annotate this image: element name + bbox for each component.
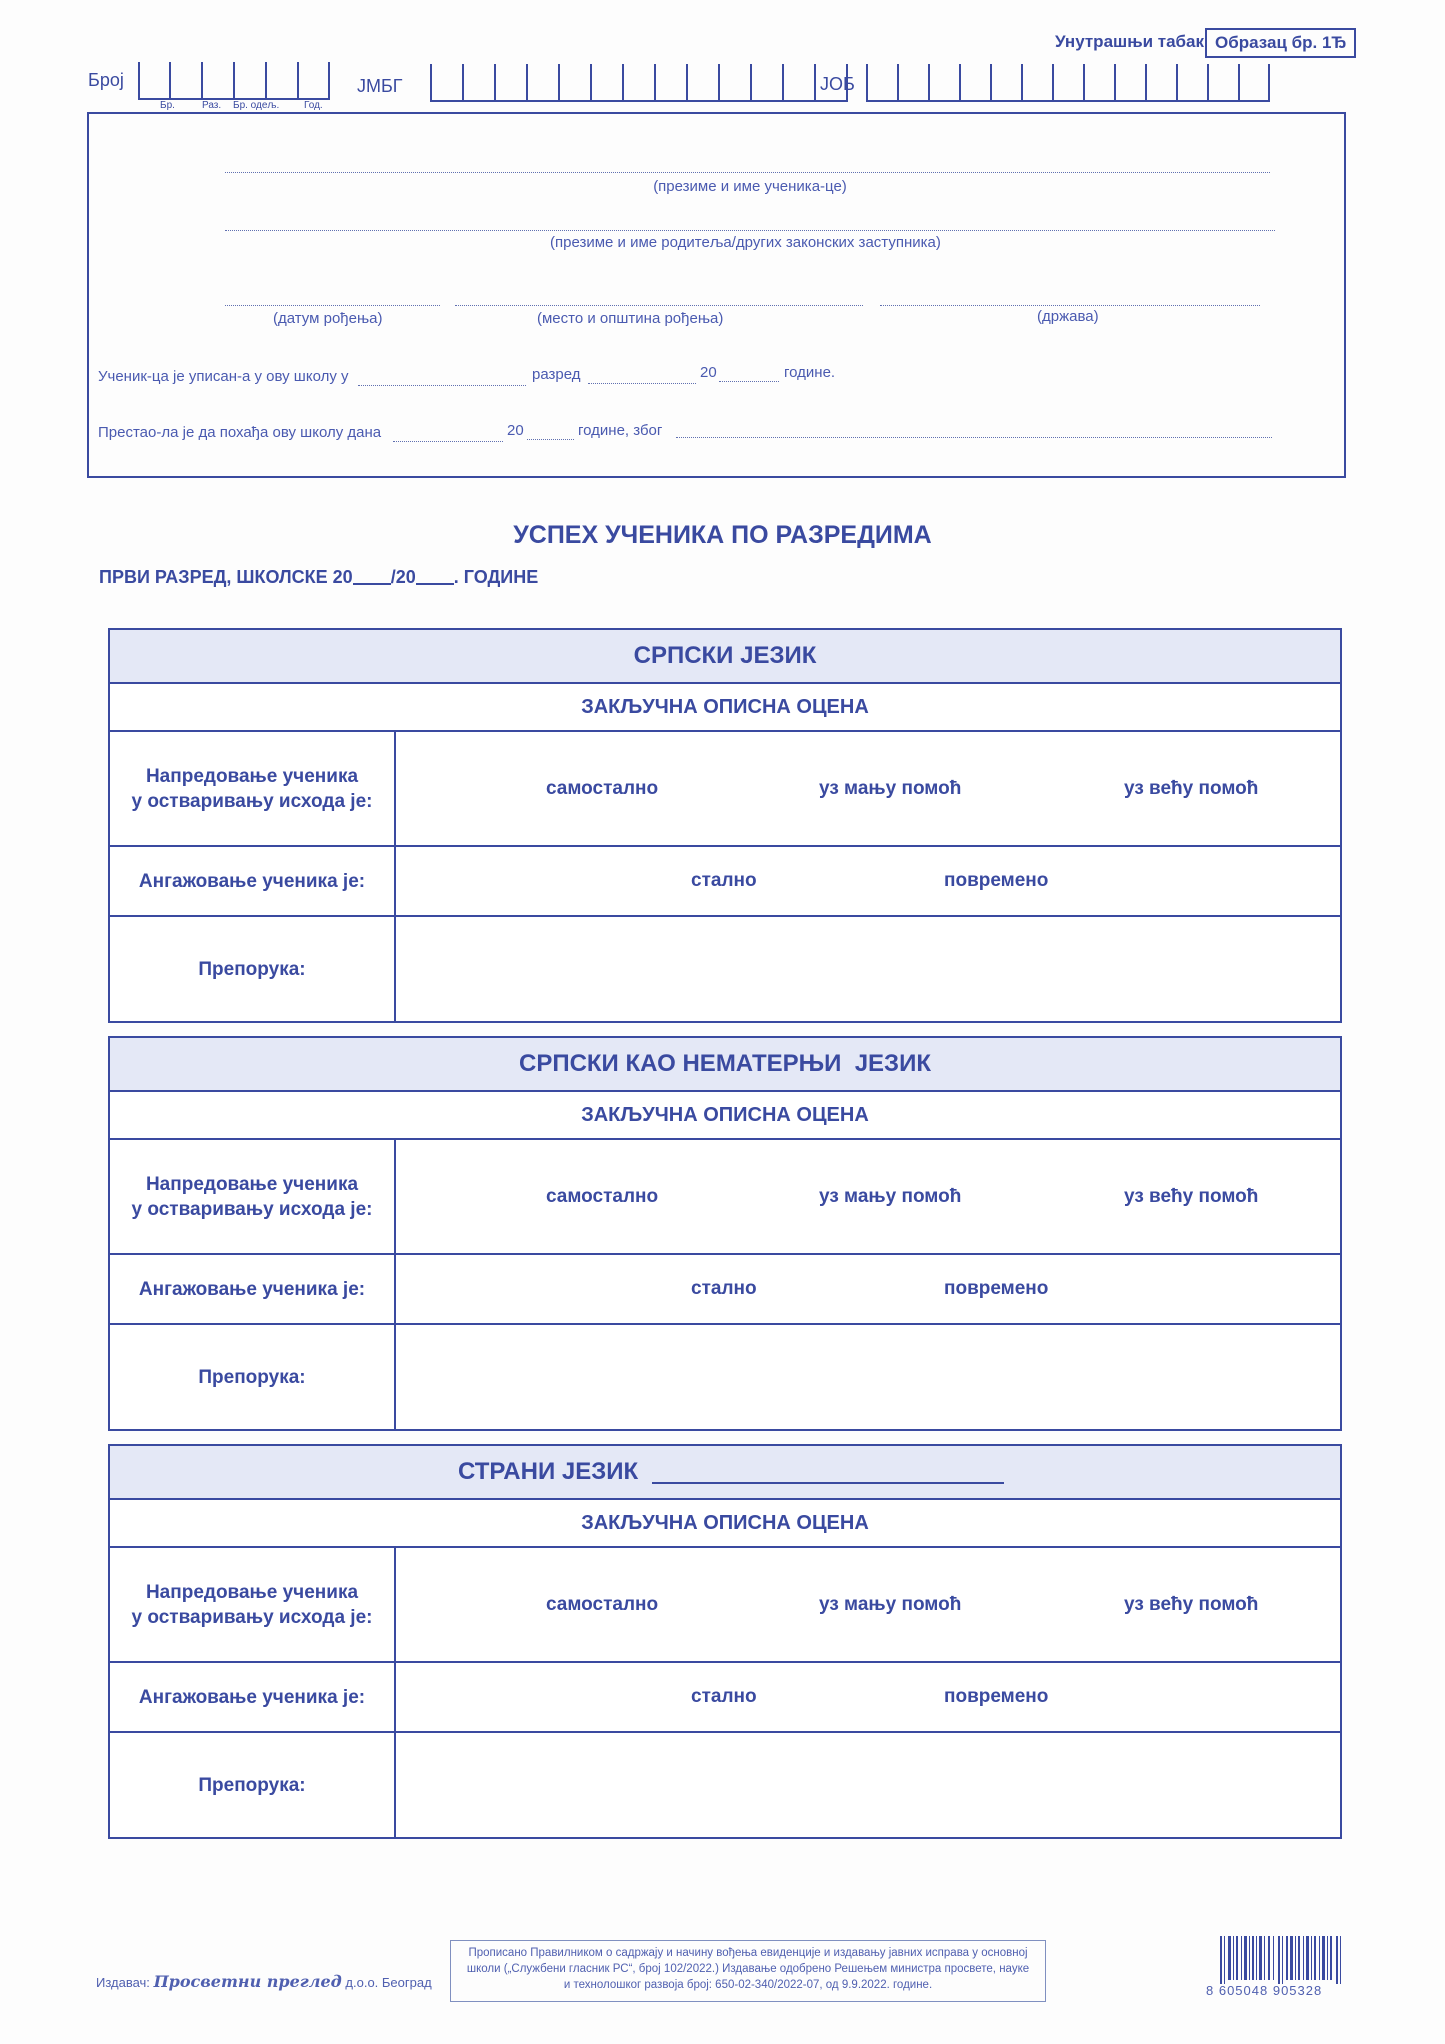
- option-more-help[interactable]: уз већу помоћ: [1124, 777, 1259, 799]
- publisher-logo: Просветни преглед: [153, 1972, 342, 1991]
- recommendation-field[interactable]: [396, 1733, 1340, 1837]
- recommendation-field[interactable]: [396, 917, 1340, 1021]
- broj-sub-1: Бр.: [160, 100, 175, 111]
- broj-cells[interactable]: [138, 60, 330, 100]
- option-constant[interactable]: стално: [691, 870, 757, 891]
- broj-sub-3: Бр. одељ.: [233, 100, 280, 111]
- birth-date-caption: (датум рођења): [273, 310, 383, 327]
- engagement-row: [110, 1255, 1340, 1325]
- enrolled-year-field[interactable]: [719, 381, 779, 382]
- progress-row: [110, 1548, 1340, 1663]
- regulation-note: Прописано Правилником о садржају и начину вођења евиденције и издавању јавних исправа у основној школи („Службени гласник РС“, број 102/2022.) Издавање одобрено Решењем министра просвете, науке и технолошког развоја број: 650-02-340/2022-07, од 9.9.2022. године.: [450, 1940, 1046, 2002]
- recommendation-row: [110, 1733, 1340, 1837]
- section-title: УСПЕХ УЧЕНИКА ПО РАЗРЕДИМА: [513, 521, 932, 549]
- broj-sub-4: Год.: [304, 100, 323, 111]
- birth-place-caption: (место и општина рођења): [537, 310, 724, 327]
- broj-sub-2: Раз.: [202, 100, 222, 111]
- left-reason-label: године, због: [578, 422, 663, 439]
- form-number-badge: Образац бр. 1Ђ: [1205, 28, 1356, 58]
- birth-date-field[interactable]: [225, 305, 440, 306]
- final-grade-header: ЗАКЉУЧНА ОПИСНА ОЦЕНА: [110, 1500, 1340, 1548]
- option-occasional[interactable]: повремено: [944, 870, 1049, 891]
- subject-title: СРПСКИ ЈЕЗИК: [110, 630, 1340, 684]
- grade-table-serbian: [108, 628, 1342, 1023]
- grade-line-c: . ГОДИНЕ: [453, 567, 539, 587]
- recommendation-label: Препорука:: [110, 917, 396, 1021]
- final-grade-header: ЗАКЉУЧНА ОПИСНА ОЦЕНА: [110, 1092, 1340, 1140]
- enrolled-year-prefix: 20: [700, 364, 717, 381]
- publisher-suffix: д.о.о. Београд: [345, 1975, 432, 1990]
- barcode-icon: [1218, 1936, 1346, 1984]
- inner-sheet-label: Унутрашњи табак: [1055, 32, 1205, 51]
- barcode-number: 8 605048 905328: [1206, 1983, 1323, 1998]
- option-less-help[interactable]: уз мању помоћ: [819, 1185, 962, 1207]
- grade-line-b: /20: [390, 567, 416, 587]
- student-name-caption: (презиме и име ученика-це): [653, 178, 847, 195]
- subject-row: [110, 1446, 1340, 1500]
- recommendation-row: [110, 1325, 1340, 1429]
- birth-place-field[interactable]: [455, 305, 863, 306]
- enrolled-text: Ученик-ца је уписан-а у ову школу у: [98, 368, 349, 385]
- jmbg-cells[interactable]: [430, 62, 848, 102]
- option-occasional[interactable]: повремено: [944, 1686, 1049, 1707]
- engagement-label: Ангажовање ученика је:: [110, 1663, 396, 1731]
- option-more-help[interactable]: уз већу помоћ: [1124, 1593, 1259, 1615]
- left-date-field[interactable]: [393, 441, 503, 442]
- engagement-row: [110, 847, 1340, 917]
- progress-label: Напредовање ученика у остваривању исхода је:: [110, 732, 396, 845]
- parent-name-caption: (презиме и име родитеља/других законских заступника): [550, 234, 941, 251]
- option-independent[interactable]: самостално: [546, 777, 659, 799]
- option-occasional[interactable]: повремено: [944, 1278, 1049, 1299]
- school-year-end-field[interactable]: [416, 583, 454, 585]
- progress-row: [110, 732, 1340, 847]
- recommendation-label: Препорука:: [110, 1733, 396, 1837]
- country-caption: (држава): [1037, 308, 1099, 325]
- option-constant[interactable]: стално: [691, 1686, 757, 1707]
- publisher-prefix: Издавач:: [96, 1975, 150, 1990]
- enrolled-grade-field[interactable]: [588, 383, 696, 384]
- progress-row: [110, 1140, 1340, 1255]
- foreign-language-name-field[interactable]: [652, 1460, 1004, 1484]
- left-text: Престао-ла је да похађа ову школу дана: [98, 424, 382, 441]
- job-label: ЈОБ: [820, 74, 855, 94]
- final-grade-header: ЗАКЉУЧНА ОПИСНА ОЦЕНА: [110, 684, 1340, 732]
- subject-title: СТРАНИ ЈЕЗИК: [458, 1458, 639, 1485]
- enrolled-year-suffix: године.: [784, 364, 836, 381]
- job-cells[interactable]: [866, 62, 1270, 102]
- option-less-help[interactable]: уз мању помоћ: [819, 777, 962, 799]
- country-field[interactable]: [880, 305, 1260, 306]
- student-name-field[interactable]: [225, 172, 1270, 173]
- left-year-prefix: 20: [507, 422, 524, 439]
- enrolled-grade-label: разред: [532, 366, 581, 383]
- left-reason-field[interactable]: [676, 437, 1272, 438]
- publisher-line: [96, 1972, 432, 1991]
- recommendation-label: Препорука:: [110, 1325, 396, 1429]
- recommendation-row: [110, 917, 1340, 1021]
- enrolled-school-field[interactable]: [358, 385, 526, 386]
- option-constant[interactable]: стално: [691, 1278, 757, 1299]
- engagement-row: [110, 1663, 1340, 1733]
- barcode: [1218, 1936, 1346, 1984]
- broj-label: Број: [88, 70, 124, 90]
- recommendation-field[interactable]: [396, 1325, 1340, 1429]
- grade-table-serbian-non-native: [108, 1036, 1342, 1431]
- engagement-label: Ангажовање ученика је:: [110, 1255, 396, 1323]
- grade-line: [99, 567, 538, 588]
- option-less-help[interactable]: уз мању помоћ: [819, 1593, 962, 1615]
- progress-label: Напредовање ученика у остваривању исхода је:: [110, 1548, 396, 1661]
- school-year-start-field[interactable]: [353, 583, 391, 585]
- parent-name-field[interactable]: [225, 230, 1275, 231]
- option-more-help[interactable]: уз већу помоћ: [1124, 1185, 1259, 1207]
- option-independent[interactable]: самостално: [546, 1185, 659, 1207]
- engagement-label: Ангажовање ученика је:: [110, 847, 396, 915]
- progress-label: Напредовање ученика у остваривању исхода је:: [110, 1140, 396, 1253]
- jmbg-label: ЈМБГ: [357, 76, 403, 96]
- grade-table-foreign-language: [108, 1444, 1342, 1839]
- left-year-field[interactable]: [527, 439, 574, 440]
- option-independent[interactable]: самостално: [546, 1593, 659, 1615]
- grade-line-a: ПРВИ РАЗРЕД, ШКОЛСКЕ 20: [99, 567, 353, 587]
- subject-title: СРПСКИ КАО НЕМАТЕРЊИ ЈЕЗИК: [110, 1038, 1340, 1092]
